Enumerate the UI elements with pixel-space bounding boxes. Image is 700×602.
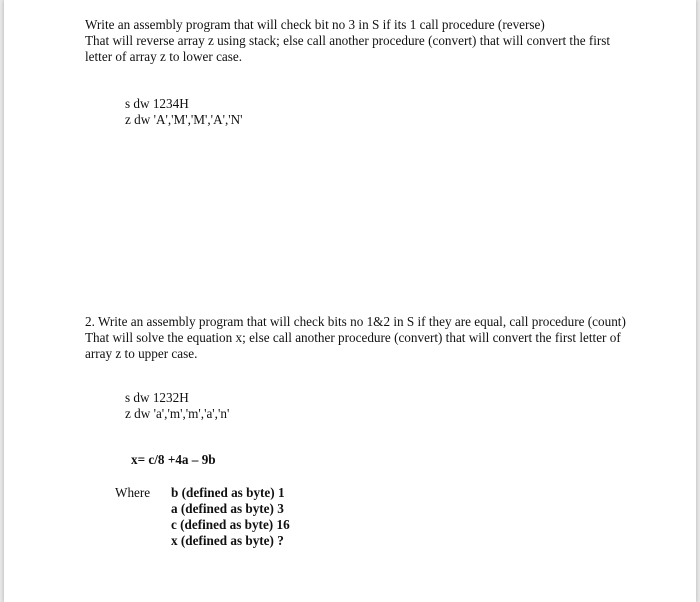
definitions-list — [171, 485, 290, 549]
definition-x: x (defined as byte) ? — [171, 533, 284, 548]
definition-b: b (defined as byte) 1 — [171, 485, 285, 500]
question-1-line: letter of array z to lower case. — [85, 49, 243, 64]
question-2-line: array z to upper case. — [85, 346, 198, 361]
code-line-z: z dw 'a','m','m','a','n' — [125, 406, 230, 421]
definition-a: a (defined as byte) 3 — [171, 501, 284, 516]
code-line-s: s dw 1232H — [125, 390, 189, 405]
code-line-s: s dw 1234H — [125, 96, 189, 111]
question-2-line: 2. Write an assembly program that will check bits no 1&2 in S if they are equal, call procedure (count) — [85, 314, 626, 329]
where-label: Where — [115, 485, 151, 500]
question-1-line: Write an assembly program that will check bit no 3 in S if its 1 call procedure (reverse) — [85, 17, 545, 32]
question-2-line: That will solve the equation x; else call another procedure (convert) that will convert the first letter of — [85, 330, 621, 345]
question-1-text — [85, 17, 610, 65]
question-2-code — [125, 390, 229, 422]
document-page — [4, 0, 696, 602]
code-line-z: z dw 'A','M','M','A','N' — [125, 112, 243, 127]
question-2-text — [85, 314, 626, 362]
question-1-code — [125, 96, 243, 128]
equation: x= c/8 +4a – 9b — [131, 452, 216, 467]
definition-c: c (defined as byte) 16 — [171, 517, 290, 532]
question-1-line: That will reverse array z using stack; else call another procedure (convert) that will convert the first — [85, 33, 611, 48]
